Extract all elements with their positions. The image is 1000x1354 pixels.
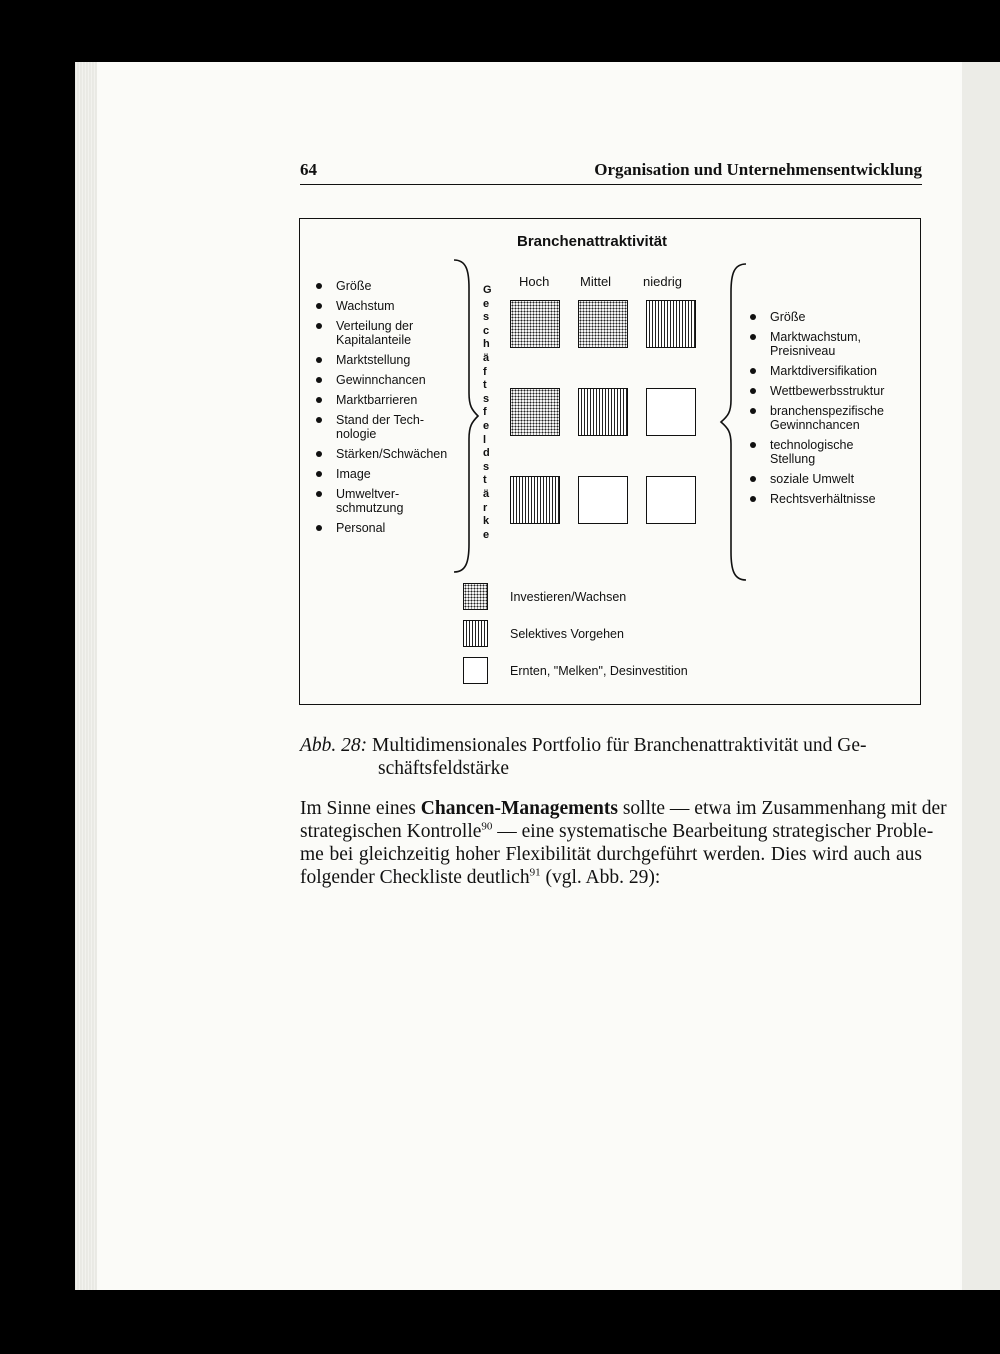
bullet-icon <box>316 303 322 309</box>
list-item: Größe <box>314 279 474 293</box>
list-item: Personal <box>314 521 474 535</box>
matrix-cell-r3c1 <box>510 476 560 524</box>
caption-text-line1: Multidimensionales Portfolio für Branchenattraktivität und Ge- <box>372 735 867 756</box>
page-number: 64 <box>300 160 317 179</box>
right-brace <box>718 262 748 584</box>
bullet-icon <box>316 525 322 531</box>
matrix-cell-r1c1 <box>510 300 560 348</box>
next-page-edge <box>962 62 1000 1290</box>
matrix-cell-r2c3 <box>646 388 696 436</box>
list-item: Rechtsverhältnisse <box>748 492 918 506</box>
list-item: Umweltver- schmutzung <box>314 487 436 515</box>
list-item: soziale Umwelt <box>748 472 918 486</box>
legend-label-harvest: Ernten, "Melken", Desinvestition <box>510 664 688 678</box>
figure-title: Branchenattraktivität <box>517 233 668 250</box>
column-label-niedrig: niedrig <box>643 274 683 289</box>
legend-swatch-invest <box>463 583 488 610</box>
bullet-icon <box>750 368 756 374</box>
bullet-icon <box>316 451 322 457</box>
list-item: Wettbewerbsstruktur <box>748 384 918 398</box>
list-item: Stand der Tech- nologie <box>314 413 426 441</box>
column-label-mittel: Mittel <box>580 274 612 289</box>
bullet-icon <box>316 397 322 403</box>
bullet-icon <box>750 408 756 414</box>
list-item: Marktstellung <box>314 353 474 367</box>
list-item: Marktwachstum, Preisniveau <box>748 330 910 358</box>
legend-swatch-selective <box>463 620 488 647</box>
keyword-chancen-management: Chancen-Managements <box>420 798 618 819</box>
list-item: Stärken/Schwächen <box>314 447 474 461</box>
matrix-cell-r3c2 <box>578 476 628 524</box>
caption-text-line2: schäftsfeldstärke <box>378 758 510 779</box>
legend-swatch-harvest <box>463 657 488 684</box>
bullet-icon <box>316 471 322 477</box>
list-item: Marktbarrieren <box>314 393 474 407</box>
legend-label-selective: Selektives Vorgehen <box>510 627 624 641</box>
bullet-icon <box>316 357 322 363</box>
list-item: Wachstum <box>314 299 474 313</box>
bullet-icon <box>316 417 322 423</box>
page-edge <box>75 62 97 1290</box>
list-item: technologische Stellung <box>748 438 900 466</box>
bullet-icon <box>316 491 322 497</box>
right-criteria-list <box>748 310 918 506</box>
bullet-icon <box>316 283 322 289</box>
left-criteria-list <box>314 279 474 535</box>
list-item: Größe <box>748 310 918 324</box>
matrix-cell-r1c3 <box>646 300 696 348</box>
bullet-icon <box>316 377 322 383</box>
running-title: Organisation und Unternehmensentwicklung <box>594 160 922 179</box>
matrix-cell-r3c3 <box>646 476 696 524</box>
bullet-icon <box>750 314 756 320</box>
list-item: Gewinnchancen <box>314 373 474 387</box>
footnote-ref-90[interactable]: 90 <box>481 820 493 833</box>
body-paragraph: Im Sinne eines Chancen-Managements sollte — etwa im Zusammenhang mit der strategischen Kontrolle$^{90}$ — eine systematische Bearbeitung strategischer Proble- me bei gleichzeitig hoher Flexibilität durchgeführt werden. Dies wird auch aus folgender Checkliste deutlich$^{91}$ (vgl. Abb. 29): <box>300 798 947 888</box>
list-item: branchenspezifische Gewinnchancen <box>748 404 915 432</box>
left-brace <box>452 258 480 574</box>
figure-caption <box>300 734 925 780</box>
bullet-icon <box>316 323 322 329</box>
matrix-cell-r2c2 <box>578 388 628 436</box>
matrix-cell-r2c1 <box>510 388 560 436</box>
list-item: Verteilung der Kapitalanteile <box>314 319 456 347</box>
bullet-icon <box>750 334 756 340</box>
list-item: Image <box>314 467 474 481</box>
bullet-icon <box>750 388 756 394</box>
bullet-icon <box>750 442 756 448</box>
matrix-cell-r1c2 <box>578 300 628 348</box>
bullet-icon <box>750 496 756 502</box>
running-header <box>300 160 922 185</box>
bullet-icon <box>750 476 756 482</box>
column-label-hoch: Hoch <box>519 274 550 289</box>
footnote-ref-91[interactable]: 91 <box>529 866 541 879</box>
legend-label-invest: Investieren/Wachsen <box>510 590 627 604</box>
caption-label: Abb. 28: <box>300 735 368 756</box>
list-item: Marktdiversifikation <box>748 364 918 378</box>
